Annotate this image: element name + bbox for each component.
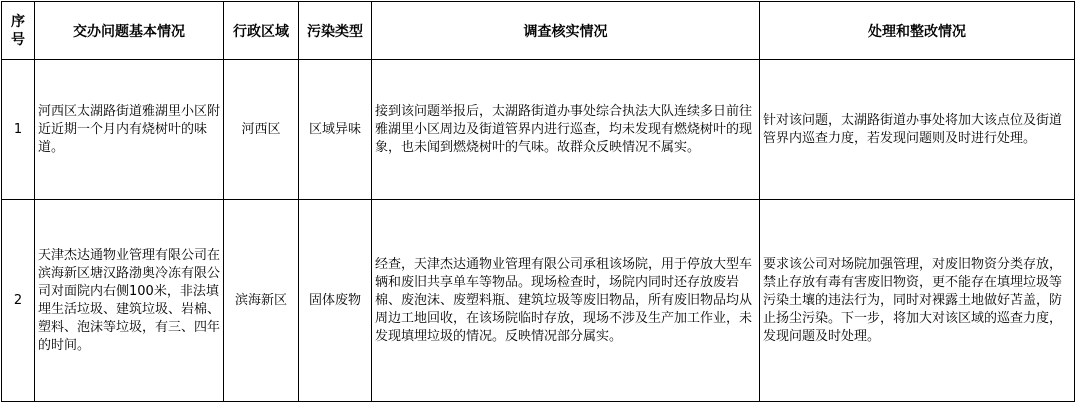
cell-problem: 天津杰达通物业管理有限公司在滨海新区塘汉路渤奥冷冻有限公司对面院内右侧100米，非法填埋生活垃圾、建筑垃圾、岩棉、塑料、泡沫等垃圾，有三、四年的时间。 — [35, 200, 224, 402]
cell-problem: 河西区太湖路街道雅湖里小区附近近期一个月内有烧树叶的味道。 — [35, 60, 224, 200]
header-rectification: 处理和整改情况 — [760, 2, 1075, 60]
cell-rectification: 要求该公司对场院加强管理，对废旧物资分类存放，禁止存放有毒有害废旧物资，更不能存在填埋垃圾等污染土壤的违法行为，同时对裸露土地做好苫盖，防止扬尘污染。下一步，将加大对该区域的巡查力度，发现问题及时处理。 — [760, 200, 1075, 402]
complaint-table — [1, 1, 1075, 402]
header-row — [2, 2, 1075, 60]
cell-pollution: 固体废物 — [299, 200, 372, 402]
cell-district: 滨海新区 — [224, 200, 299, 402]
table-row — [2, 60, 1075, 200]
header-district: 行政区域 — [224, 2, 299, 60]
header-seq — [2, 2, 35, 60]
cell-rectification: 针对该问题，太湖路街道办事处将加大该点位及街道管界内巡查力度，若发现问题则及时进行处理。 — [760, 60, 1075, 200]
table-row — [2, 200, 1075, 402]
header-problem: 交办问题基本情况 — [35, 2, 224, 60]
cell-pollution: 区域异味 — [299, 60, 372, 200]
header-investigation: 调查核实情况 — [372, 2, 760, 60]
cell-district: 河西区 — [224, 60, 299, 200]
cell-seq: 1 — [2, 60, 35, 200]
cell-investigation: 经查，天津杰达通物业管理有限公司承租该场院，用于停放大型车辆和废旧共享单车等物品。现场检查时，场院内同时还存放废岩棉、废泡沫、废塑料瓶、建筑垃圾等废旧物品，所有废旧物品均从周边工地回收，在该场院临时存放，现场不涉及生产加工作业，未发现填埋垃圾的情况。反映情况部分属实。 — [372, 200, 760, 402]
header-pollution: 污染类型 — [299, 2, 372, 60]
header-seq-label: 序号 — [11, 13, 25, 48]
cell-investigation: 接到该问题举报后，太湖路街道办事处综合执法大队连续多日前往雅湖里小区周边及街道管界内进行巡查，均未发现有燃烧树叶的现象，也未闻到燃烧树叶的气味。故群众反映情况不属实。 — [372, 60, 760, 200]
cell-seq: 2 — [2, 200, 35, 402]
